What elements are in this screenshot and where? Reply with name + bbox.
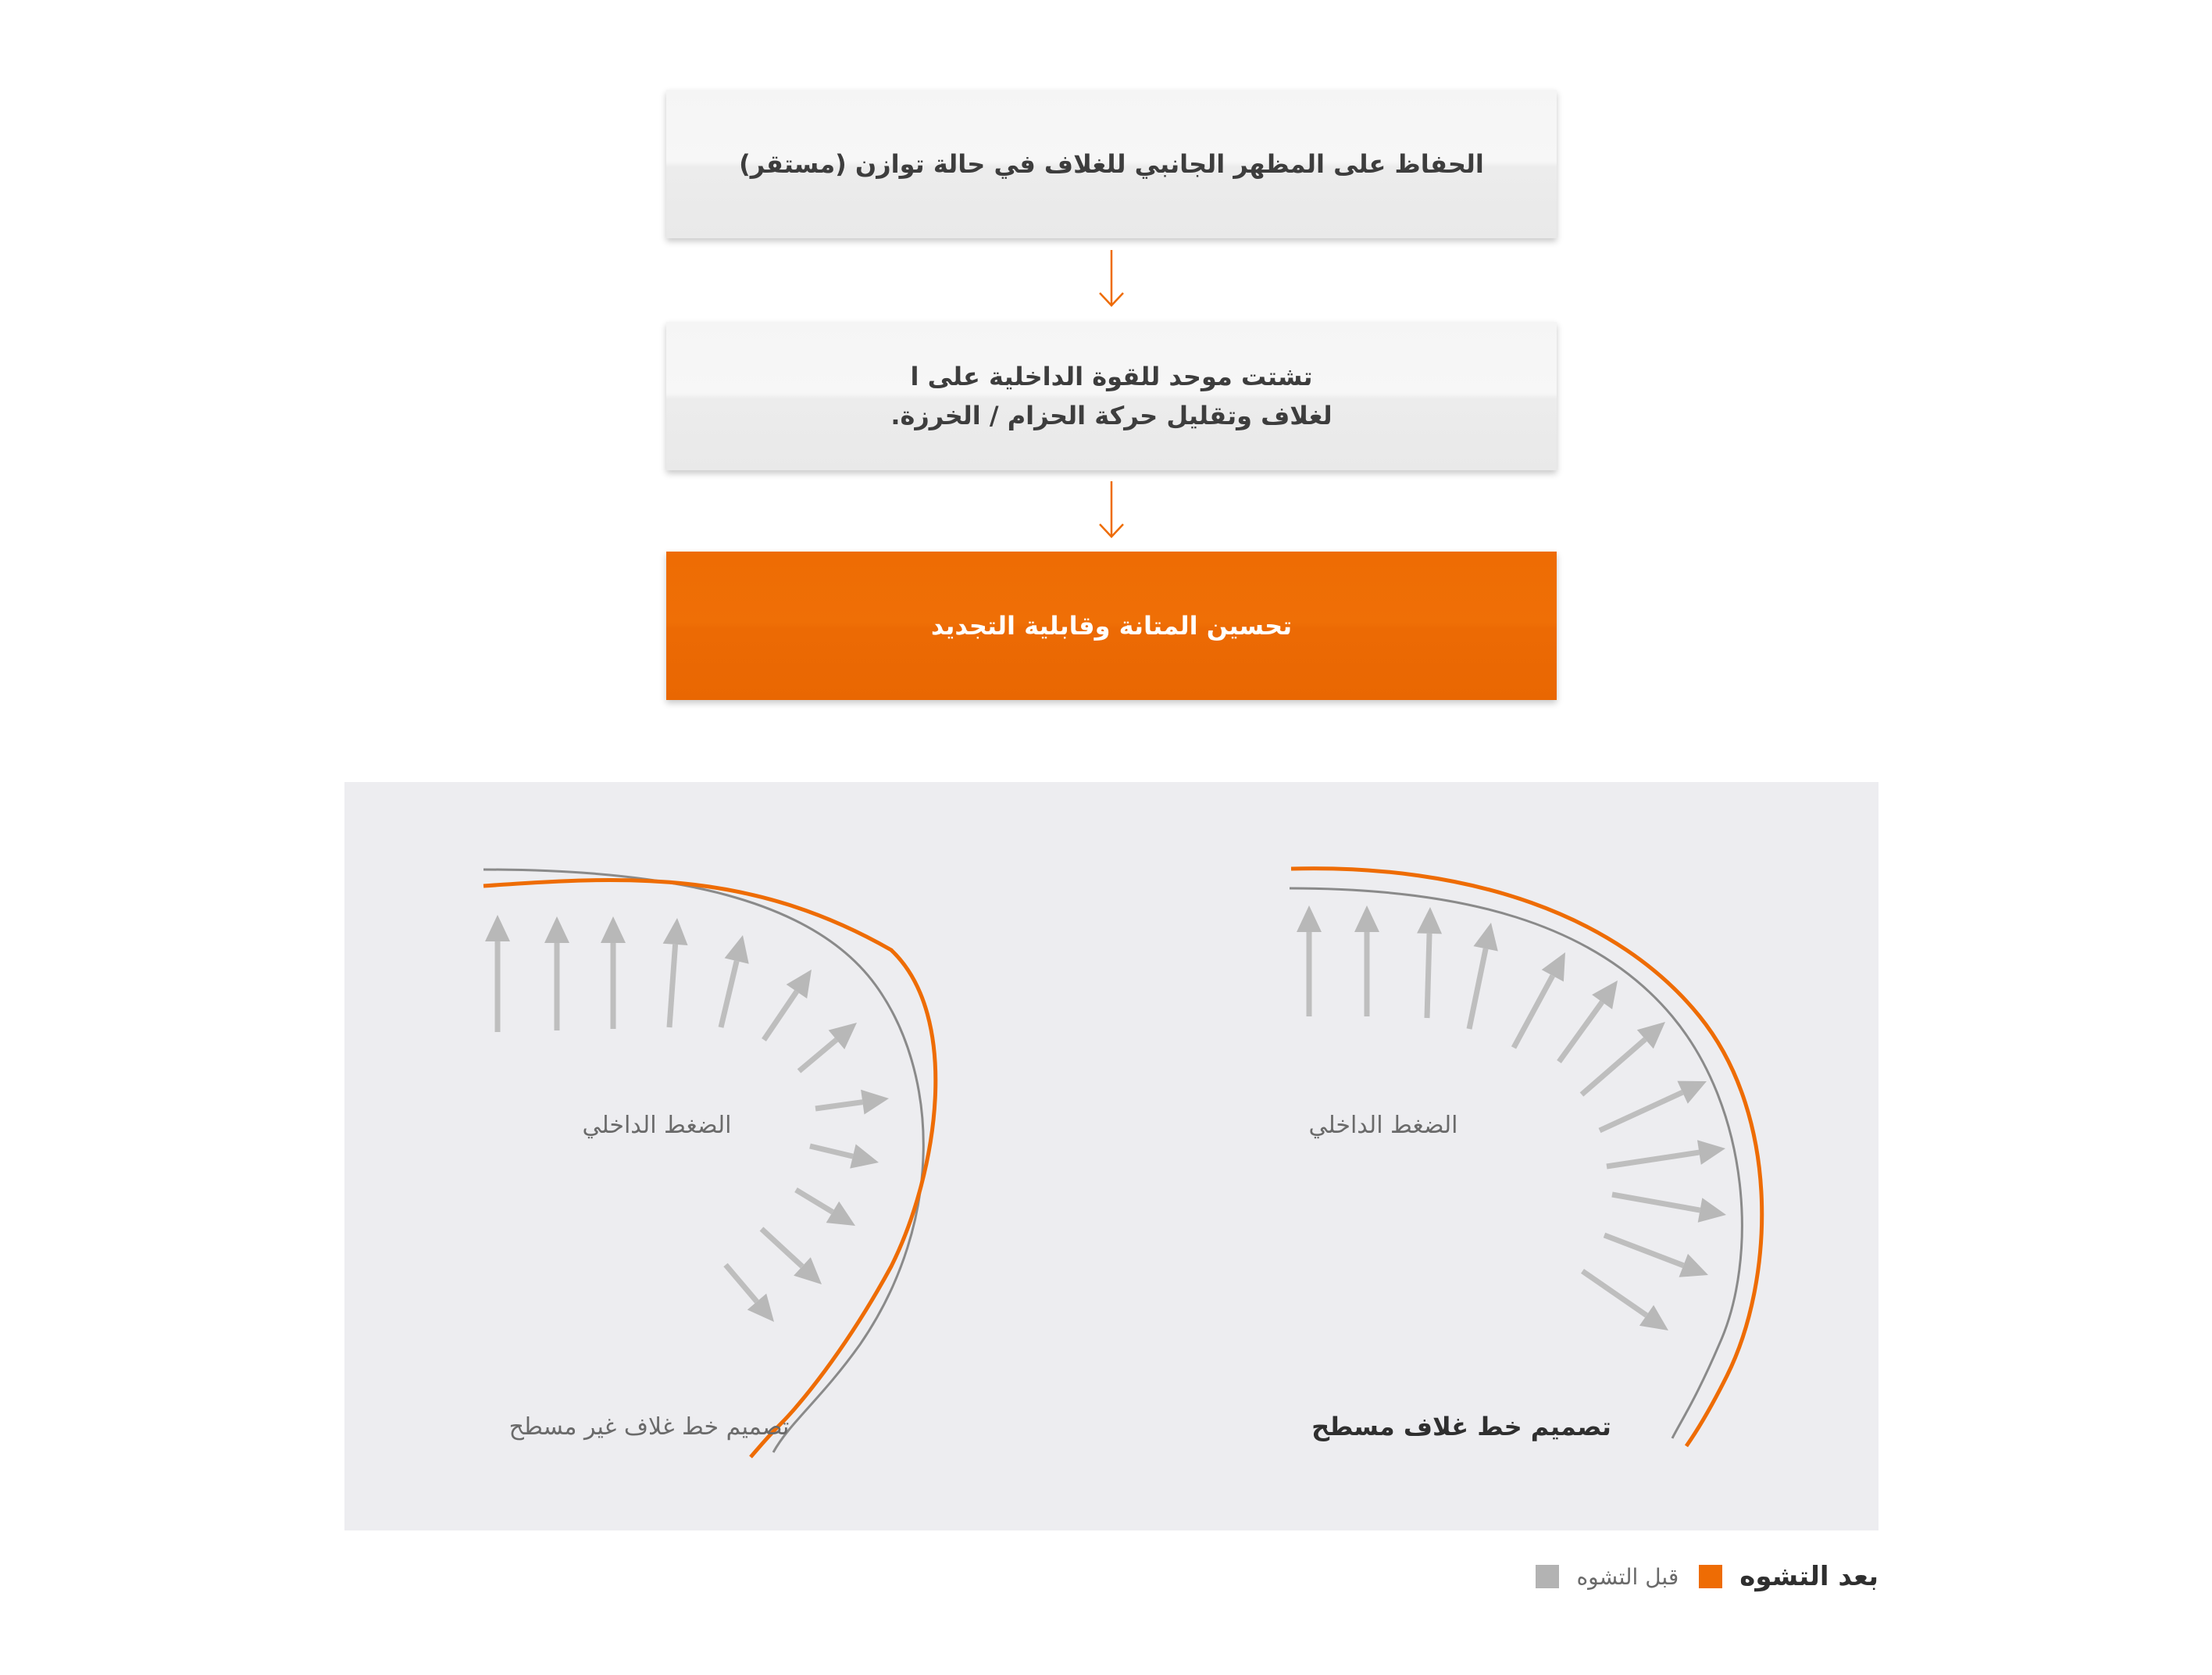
right-pressure-arrow-5 <box>1514 952 1565 1048</box>
right-pressure-arrow-6 <box>1559 980 1618 1062</box>
legend-after-label: بعد التشوه <box>1739 1561 1878 1592</box>
legend-item-after <box>1699 1561 1878 1592</box>
right-profile-after <box>1291 869 1762 1446</box>
left-pressure-arrow-11 <box>762 1229 822 1284</box>
right-pressure-label: الضغط الداخلي <box>1308 1112 1458 1139</box>
left-pressure-arrow-12 <box>726 1265 774 1322</box>
left-pressure-arrow-4 <box>663 918 688 1027</box>
flow-step-2-text: تشتت موحد للقوة الداخلية على ا لغلاف وتقليل حركة الحزام / الخرزة. <box>890 362 1333 430</box>
flow-step-3 <box>666 552 1557 700</box>
right-pressure-arrow-12 <box>1582 1271 1668 1330</box>
left-pressure-arrow-8 <box>815 1090 889 1115</box>
flow-step-3-text: تحسين المتانة وقابلية التجديد <box>930 611 1293 641</box>
right-pressure-arrow-7 <box>1582 1022 1665 1095</box>
flow-down-arrow-icon <box>1092 248 1131 311</box>
right-pressure-arrow-1 <box>1297 905 1322 1016</box>
left-pressure-arrow-9 <box>810 1145 879 1169</box>
left-pressure-arrow-5 <box>721 935 749 1027</box>
left-caption: تصميم خط غلاف غير مسطح <box>508 1413 790 1441</box>
left-pressure-arrow-1 <box>485 915 510 1032</box>
left-pressure-arrow-6 <box>764 970 812 1040</box>
flow-down-arrow-icon <box>1092 480 1131 542</box>
right-pressure-arrow-4 <box>1469 923 1498 1029</box>
legend-before-label: قبل التشوه <box>1576 1563 1679 1590</box>
legend-after-swatch <box>1699 1565 1722 1588</box>
left-profile-after <box>483 880 936 1457</box>
left-pressure-arrow-3 <box>601 916 626 1029</box>
right-pressure-arrow-9 <box>1607 1140 1725 1166</box>
right-pressure-arrow-8 <box>1600 1081 1707 1130</box>
deformation-diagram-panel <box>344 782 1878 1530</box>
right-profile-before <box>1290 888 1742 1438</box>
legend-item-before <box>1536 1564 1679 1590</box>
right-pressure-arrow-3 <box>1417 907 1442 1018</box>
right-caption: تصميم خط غلاف مسطح <box>1311 1412 1611 1441</box>
right-pressure-arrow-10 <box>1612 1195 1726 1223</box>
flow-step-2 <box>666 322 1557 470</box>
left-pressure-arrow-10 <box>796 1190 855 1226</box>
legend <box>1536 1559 1878 1594</box>
right-pressure-arrow-2 <box>1354 905 1379 1016</box>
left-pressure-arrow-7 <box>799 1023 857 1071</box>
flow-step-1-text: الحفاظ على المظهر الجانبي للغلاف في حالة توازن (مستقر) <box>739 149 1484 179</box>
flow-step-1 <box>666 90 1557 238</box>
left-pressure-arrow-2 <box>544 916 569 1030</box>
right-pressure-arrow-11 <box>1604 1235 1708 1277</box>
left-pressure-label: الضغط الداخلي <box>582 1112 732 1139</box>
legend-before-swatch <box>1536 1565 1559 1588</box>
